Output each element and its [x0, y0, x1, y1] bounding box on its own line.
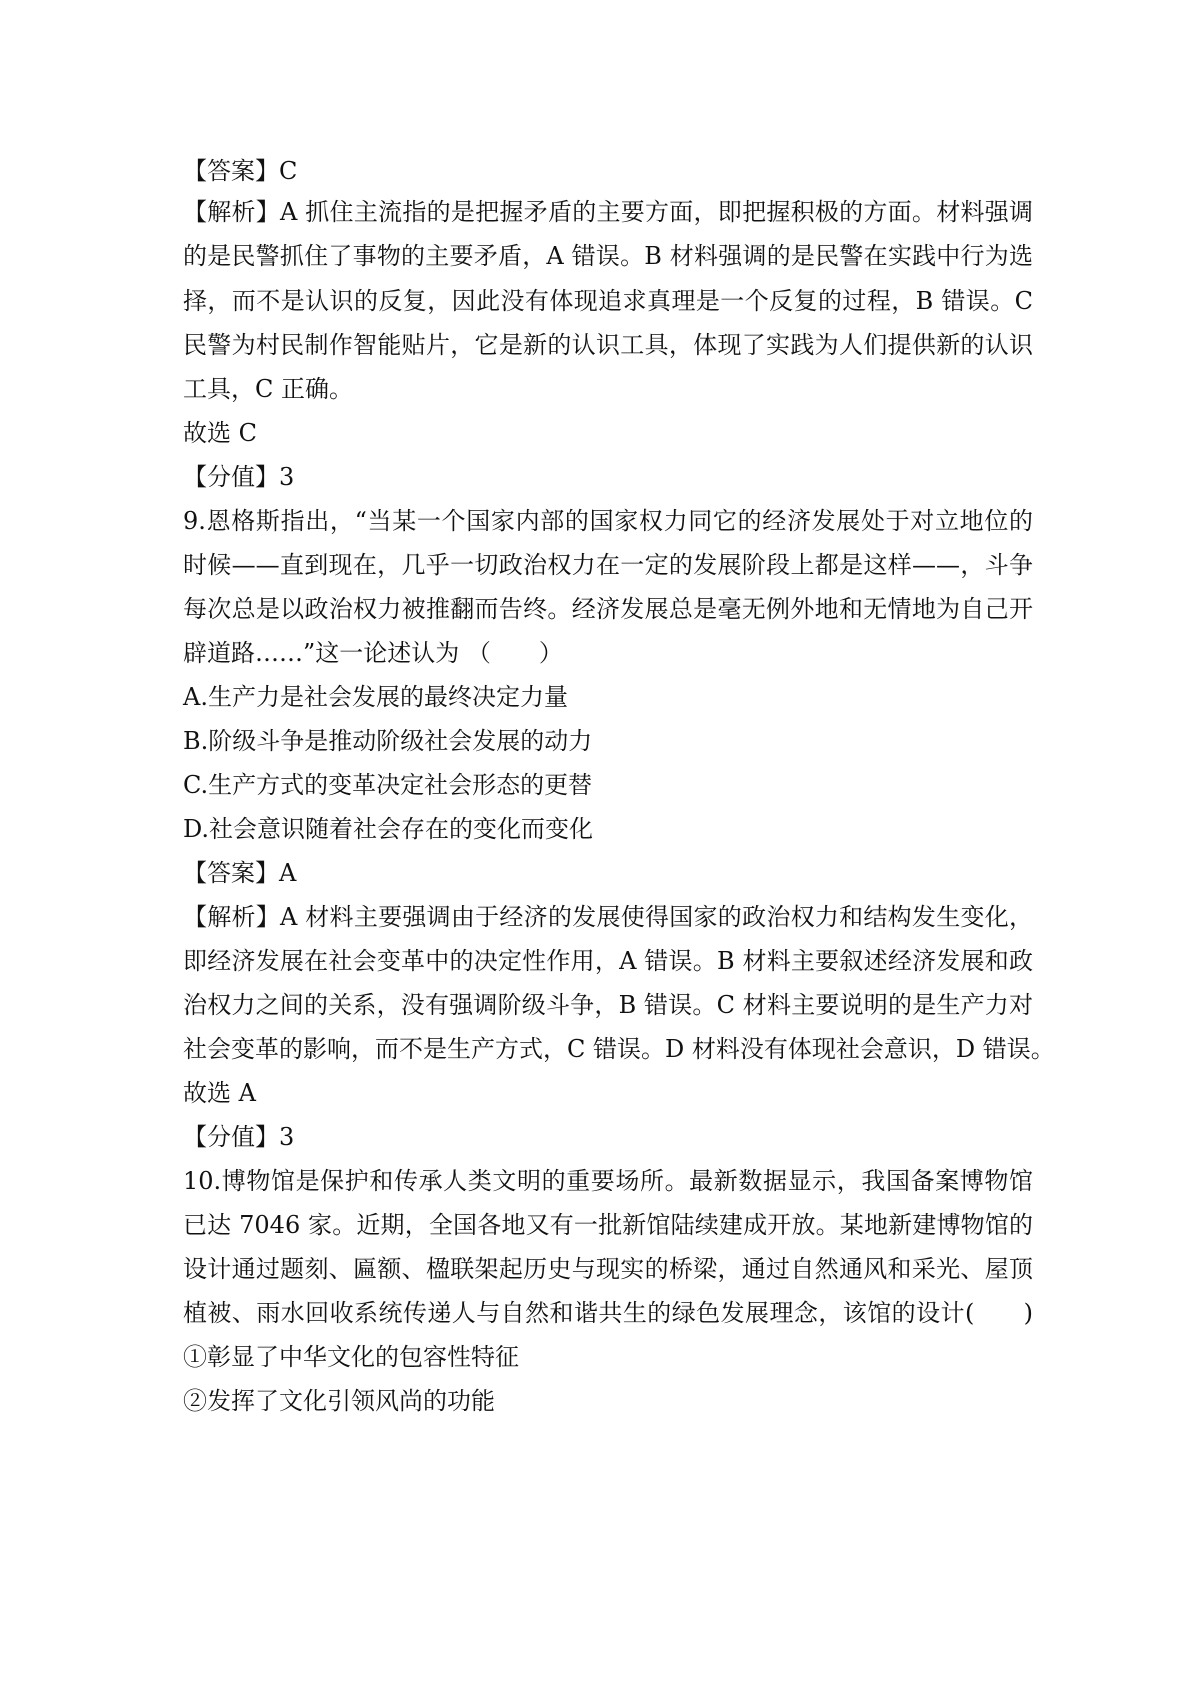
q10-stem-line-3: 设计通过题刻、匾额、楹联架起历史与现实的桥梁，通过自然通风和采光、屋顶 [183, 1255, 1033, 1283]
q10-stem-line-2: 已达 7046 家。近期，全国各地又有一批新馆陆续建成开放。某地新建博物馆的 [183, 1211, 1033, 1239]
q8-analysis-line-3: 择，而不是认识的反复，因此没有体现追求真理是一个反复的过程，B 错误。C [183, 287, 1033, 315]
q9-stem-line-4: 辟道路……”这一论述认为 （ ） [183, 639, 563, 667]
q8-analysis-line-5: 工具，C 正确。 [183, 375, 353, 403]
q10-stem-line-4: 植被、雨水回收系统传递人与自然和谐共生的绿色发展理念，该馆的设计( ) [183, 1299, 1033, 1327]
q9-stem-line-3: 每次总是以政治权力被推翻而告终。经济发展总是毫无例外地和无情地为自己开 [183, 595, 1033, 623]
q9-analysis-line-4: 社会变革的影响，而不是生产方式，C 错误。D 材料没有体现社会意识，D 错误。 [183, 1035, 1055, 1063]
q9-option-a: A.生产力是社会发展的最终决定力量 [183, 683, 568, 711]
q9-analysis-line-1: 【解析】A 材料主要强调由于经济的发展使得国家的政治权力和结构发生变化， [183, 903, 1033, 931]
q9-stem-line-2: 时候——直到现在，几乎一切政治权力在一定的发展阶段上都是这样——，斗争 [183, 551, 1033, 579]
q9-answer: 【答案】A [183, 859, 297, 887]
q9-option-d: D.社会意识随着社会存在的变化而变化 [183, 815, 594, 843]
q8-analysis-line-2: 的是民警抓住了事物的主要矛盾，A 错误。B 材料强调的是民警在实践中行为选 [183, 242, 1033, 270]
q10-statement-2: ②发挥了文化引领风尚的功能 [183, 1387, 495, 1415]
q9-stem-line-1: 9.恩格斯指出，“当某一个国家内部的国家权力同它的经济发展处于对立地位的 [183, 507, 1033, 535]
q9-choice: 故选 A [183, 1079, 256, 1107]
q10-statement-1: ①彰显了中华文化的包容性特征 [183, 1343, 519, 1371]
q9-analysis-line-3: 治权力之间的关系，没有强调阶级斗争，B 错误。C 材料主要说明的是生产力对 [183, 991, 1033, 1019]
q8-analysis-line-1: 【解析】A 抓住主流指的是把握矛盾的主要方面，即把握积极的方面。材料强调 [183, 198, 1033, 226]
q9-option-b: B.阶级斗争是推动阶级社会发展的动力 [183, 727, 593, 755]
q9-score: 【分值】3 [183, 1123, 295, 1151]
q8-analysis-line-4: 民警为村民制作智能贴片，它是新的认识工具，体现了实践为人们提供新的认识 [183, 331, 1033, 359]
q8-choice: 故选 C [183, 419, 257, 447]
q8-answer: 【答案】C [183, 157, 298, 185]
q9-option-c: C.生产方式的变革决定社会形态的更替 [183, 771, 593, 799]
q8-score: 【分值】3 [183, 463, 295, 491]
q9-analysis-line-2: 即经济发展在社会变革中的决定性作用，A 错误。B 材料主要叙述经济发展和政 [183, 947, 1033, 975]
q10-stem-line-1: 10.博物馆是保护和传承人类文明的重要场所。最新数据显示，我国备案博物馆 [183, 1167, 1033, 1195]
